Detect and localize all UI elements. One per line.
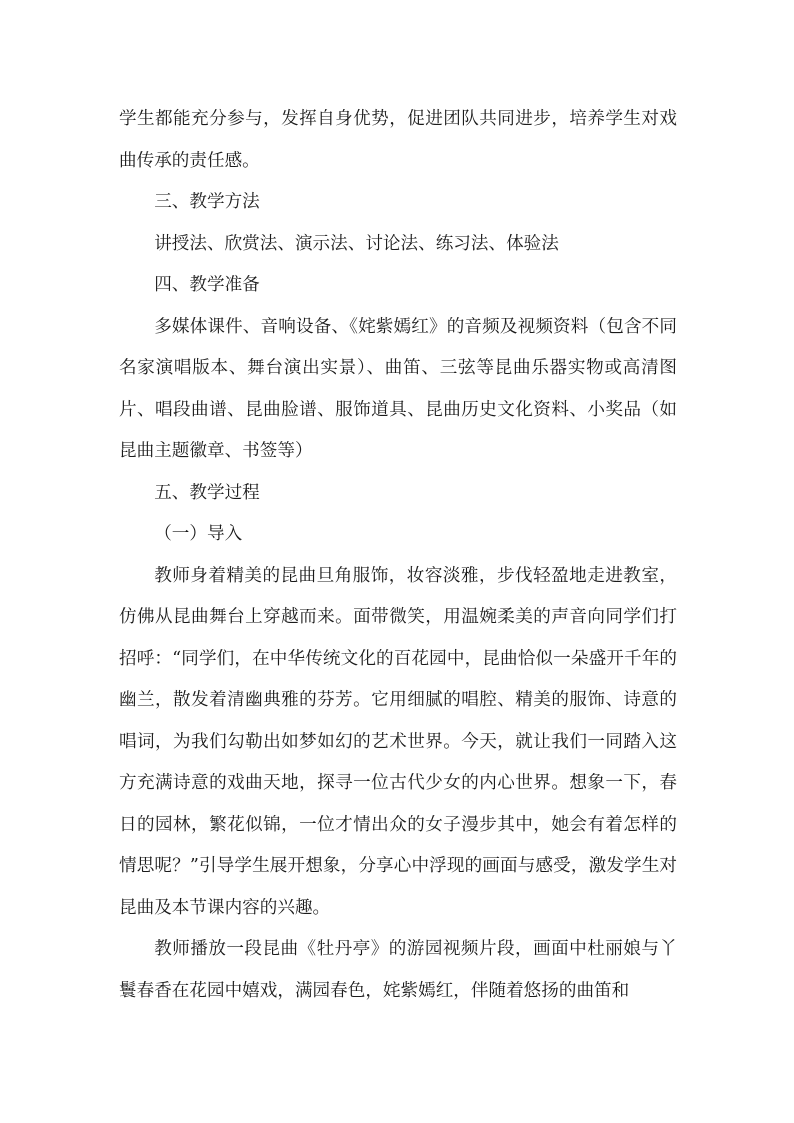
paragraph-teaching-methods: 讲授法、欣赏法、演示法、讨论法、练习法、体验法 xyxy=(154,233,559,254)
section-heading-teaching-preparation: 四、教学准备 xyxy=(154,275,260,295)
paragraph-introduction: 教师身着精美的昆曲旦角服饰，妆容淡雅，步伐轻盈地走进教室，仿佛从昆曲舞台上穿越而来。面带微笑，用温婉柔美的声音向同学们打招呼：“同学们，在中华传统文化的百花园中，昆曲恰似一朵盛开千年的幽兰，散发着清幽典雅的芬芳。它用细腻的唱腔、精美的服饰、诗意的唱词，为我们勾勒出如梦如幻的艺术世界。今天，就让我们一同踏入这方充满诗意的戏曲天地，探寻一位古代少女的内心世界。想象一下，春日的园林，繁花似锦，一位才情出众的女子漫步其中，她会有着怎样的情思呢？”引导学生展开想象，分享心中浮现的画面与感受，激发学生对昆曲及本节课内容的兴趣。 xyxy=(119,565,677,918)
paragraph-continuation: 学生都能充分参与，发挥自身优势，促进团队共同进步，培养学生对戏曲传承的责任感。 xyxy=(119,109,677,171)
paragraph-video-playback: 教师播放一段昆曲《牡丹亭》的游园视频片段，画面中杜丽娘与丫鬟春香在花园中嬉戏，满园春色，姹紫嫣红，伴随着悠扬的曲笛和 xyxy=(119,939,677,1001)
section-heading-teaching-methods: 三、教学方法 xyxy=(154,192,260,212)
subsection-heading-introduction: （一）导入 xyxy=(154,524,243,544)
section-heading-teaching-process: 五、教学过程 xyxy=(154,482,260,503)
paragraph-teaching-preparation: 多媒体课件、音响设备、《姹紫嫣红》的音频及视频资料（包含不同名家演唱版本、舞台演出实景）、曲笛、三弦等昆曲乐器实物或高清图片、唱段曲谱、昆曲脸谱、服饰道具、昆曲历史文化资料、小奖品（如昆曲主题徽章、书签等） xyxy=(119,316,677,461)
document-body xyxy=(119,99,677,1012)
